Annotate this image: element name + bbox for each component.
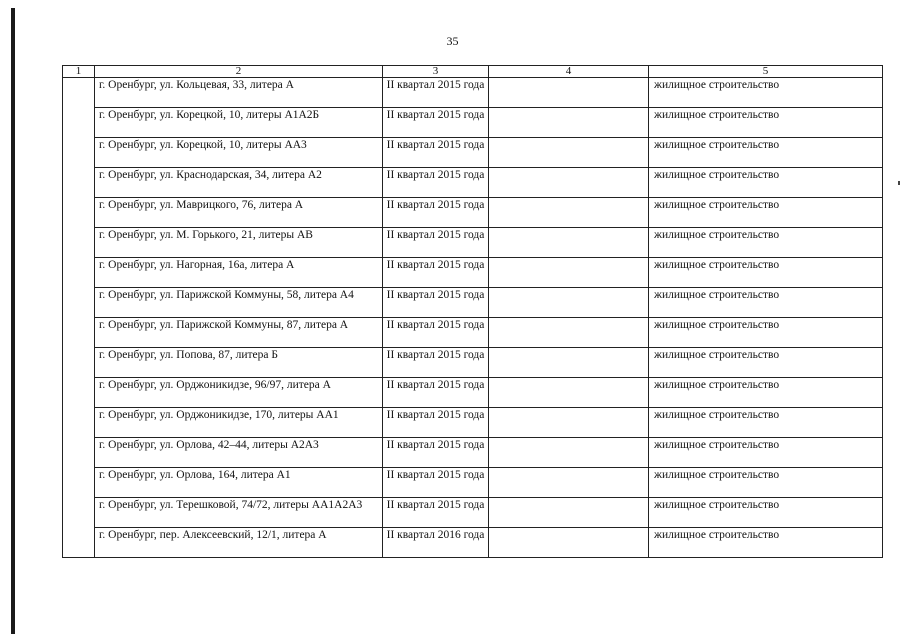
purpose-cell: жилищное строительство: [649, 318, 883, 348]
table-row: [63, 528, 883, 558]
table-row: [63, 288, 883, 318]
purpose-cell: жилищное строительство: [649, 378, 883, 408]
column-4-cell: [489, 438, 649, 468]
address-cell: г. Оренбург, ул. Орлова, 42–44, литеры А2А3: [95, 438, 383, 468]
table-row: [63, 318, 883, 348]
period-cell: II квартал 2015 года: [383, 378, 489, 408]
column-4-cell: [489, 288, 649, 318]
table-row: [63, 108, 883, 138]
period-cell: II квартал 2015 года: [383, 168, 489, 198]
purpose-cell: жилищное строительство: [649, 468, 883, 498]
table-row: [63, 468, 883, 498]
column-4-cell: [489, 228, 649, 258]
purpose-cell: жилищное строительство: [649, 108, 883, 138]
address-cell: г. Оренбург, ул. Парижской Коммуны, 58, литера А4: [95, 288, 383, 318]
table-row: [63, 378, 883, 408]
purpose-cell: жилищное строительство: [649, 198, 883, 228]
column-4-cell: [489, 258, 649, 288]
purpose-cell: жилищное строительство: [649, 408, 883, 438]
address-cell: г. Оренбург, пер. Алексеевский, 12/1, литера А: [95, 528, 383, 558]
table-row: [63, 258, 883, 288]
purpose-cell: жилищное строительство: [649, 228, 883, 258]
column-4-cell: [489, 528, 649, 558]
address-cell: г. Оренбург, ул. Терешковой, 74/72, литеры АА1А2А3: [95, 498, 383, 528]
address-cell: г. Оренбург, ул. Парижской Коммуны, 87, литера А: [95, 318, 383, 348]
period-cell: II квартал 2015 года: [383, 258, 489, 288]
period-cell: II квартал 2015 года: [383, 438, 489, 468]
address-cell: г. Оренбург, ул. Кольцевая, 33, литера А: [95, 78, 383, 108]
address-cell: г. Оренбург, ул. Маврицкого, 76, литера А: [95, 198, 383, 228]
purpose-cell: жилищное строительство: [649, 438, 883, 468]
column-4-cell: [489, 378, 649, 408]
purpose-cell: жилищное строительство: [649, 78, 883, 108]
scan-side-mark: [898, 181, 900, 185]
address-cell: г. Оренбург, ул. Орджоникидзе, 170, литеры АА1: [95, 408, 383, 438]
column-4-cell: [489, 468, 649, 498]
address-cell: г. Оренбург, ул. Корецкой, 10, литеры А1А2Б: [95, 108, 383, 138]
purpose-cell: жилищное строительство: [649, 348, 883, 378]
table-row: [63, 198, 883, 228]
address-cell: г. Оренбург, ул. Краснодарская, 34, литера А2: [95, 168, 383, 198]
row-group-cell: [63, 78, 95, 558]
purpose-cell: жилищное строительство: [649, 528, 883, 558]
period-cell: II квартал 2015 года: [383, 348, 489, 378]
address-cell: г. Оренбург, ул. Попова, 87, литера Б: [95, 348, 383, 378]
purpose-cell: жилищное строительство: [649, 168, 883, 198]
column-4-cell: [489, 318, 649, 348]
column-4-cell: [489, 108, 649, 138]
col-header-2: 2: [95, 66, 383, 78]
period-cell: II квартал 2015 года: [383, 108, 489, 138]
period-cell: II квартал 2015 года: [383, 498, 489, 528]
column-4-cell: [489, 168, 649, 198]
column-4-cell: [489, 408, 649, 438]
period-cell: II квартал 2015 года: [383, 408, 489, 438]
period-cell: II квартал 2015 года: [383, 198, 489, 228]
property-table: [62, 65, 883, 558]
column-4-cell: [489, 198, 649, 228]
address-cell: г. Оренбург, ул. Корецкой, 10, литеры АА3: [95, 138, 383, 168]
period-cell: II квартал 2015 года: [383, 78, 489, 108]
table-row: [63, 138, 883, 168]
table-row: [63, 78, 883, 108]
column-4-cell: [489, 138, 649, 168]
column-4-cell: [489, 348, 649, 378]
table-row: [63, 438, 883, 468]
column-4-cell: [489, 78, 649, 108]
purpose-cell: жилищное строительство: [649, 258, 883, 288]
address-cell: г. Оренбург, ул. Орджоникидзе, 96/97, литера А: [95, 378, 383, 408]
table-row: [63, 408, 883, 438]
col-header-5: 5: [649, 66, 883, 78]
address-cell: г. Оренбург, ул. М. Горького, 21, литеры АВ: [95, 228, 383, 258]
period-cell: II квартал 2016 года: [383, 528, 489, 558]
period-cell: II квартал 2015 года: [383, 138, 489, 168]
table-body: [63, 78, 883, 558]
period-cell: II квартал 2015 года: [383, 318, 489, 348]
table-row: [63, 348, 883, 378]
col-header-4: 4: [489, 66, 649, 78]
table-row: [63, 168, 883, 198]
period-cell: II квартал 2015 года: [383, 288, 489, 318]
column-4-cell: [489, 498, 649, 528]
col-header-3: 3: [383, 66, 489, 78]
purpose-cell: жилищное строительство: [649, 288, 883, 318]
address-cell: г. Оренбург, ул. Нагорная, 16а, литера А: [95, 258, 383, 288]
period-cell: II квартал 2015 года: [383, 228, 489, 258]
table-row: [63, 228, 883, 258]
purpose-cell: жилищное строительство: [649, 498, 883, 528]
header-row: [63, 66, 883, 78]
page-number: 35: [446, 34, 459, 48]
scan-edge-mark: [11, 8, 15, 634]
col-header-1: 1: [63, 66, 95, 78]
period-cell: II квартал 2015 года: [383, 468, 489, 498]
purpose-cell: жилищное строительство: [649, 138, 883, 168]
address-cell: г. Оренбург, ул. Орлова, 164, литера А1: [95, 468, 383, 498]
table-row: [63, 498, 883, 528]
